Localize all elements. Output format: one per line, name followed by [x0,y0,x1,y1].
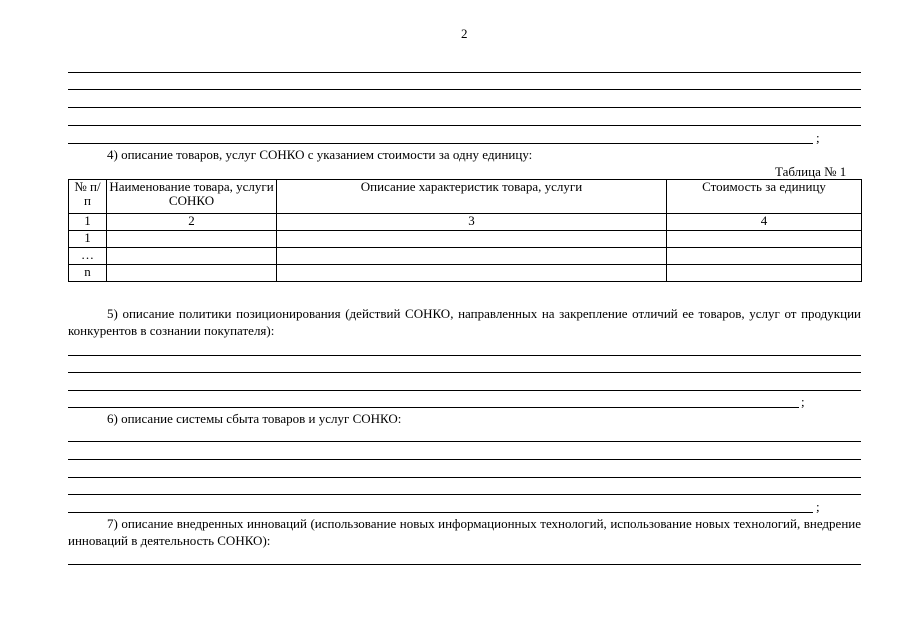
table-cell [667,265,862,282]
table-row [69,248,862,265]
line-end-semicolon: ; [816,130,820,145]
column-header-description: Описание характеристик товара, услуги [277,180,667,214]
table-cell: 4 [667,214,862,231]
table-cell: 1 [69,214,107,231]
column-header-cost: Стоимость за единицу [667,180,862,214]
goods-services-table [68,179,862,282]
blank-line [68,477,861,478]
table-cell [107,248,277,265]
table-cell [277,265,667,282]
blank-line [68,494,861,495]
section-5-text [68,305,861,339]
blank-line [68,107,861,108]
table-cell [277,248,667,265]
table-header-row [69,180,862,214]
table-cell [107,231,277,248]
blank-line [68,459,861,460]
section-7-text [68,515,861,549]
blank-line [68,407,799,408]
column-header-number: № п/п [69,180,107,214]
table-cell: 1 [69,231,107,248]
table-cell: 2 [107,214,277,231]
blank-line [68,372,861,373]
section-4-heading: 4) описание товаров, услуг СОНКО с указанием стоимости за одну единицу: [107,147,533,162]
table-cell [107,265,277,282]
blank-line [68,125,861,126]
blank-line [68,564,861,565]
table-row [69,231,862,248]
table-cell [277,231,667,248]
blank-line [68,143,813,144]
line-end-semicolon: ; [801,394,805,409]
table-column-numbers-row [69,214,862,231]
blank-line [68,89,861,90]
blank-line [68,390,861,391]
table-cell: 3 [277,214,667,231]
table-cell: … [69,248,107,265]
table-cell: n [69,265,107,282]
table-row [69,265,862,282]
blank-line [68,355,861,356]
column-header-name: Наименование товара, услуги СОНКО [107,180,277,214]
section-5-text-content: 5) описание политики позиционирования (действий СОНКО, направленных на закрепление отличий ее товаров, услуг от продукции конкурентов в сознании покупателя): [68,306,861,338]
section-6-heading: 6) описание системы сбыта товаров и услуг СОНКО: [107,411,402,426]
table-cell [667,248,862,265]
table-cell [667,231,862,248]
blank-line [68,512,813,513]
table-caption: Таблица № 1 [775,164,847,179]
page-number: 2 [461,26,468,41]
section-7-text-content: 7) описание внедренных инноваций (использование новых информационных технологий, использование новых технологий, внедрение инноваций в деятельность СОНКО): [68,516,861,548]
blank-line [68,72,861,73]
line-end-semicolon: ; [816,499,820,514]
blank-line [68,441,861,442]
